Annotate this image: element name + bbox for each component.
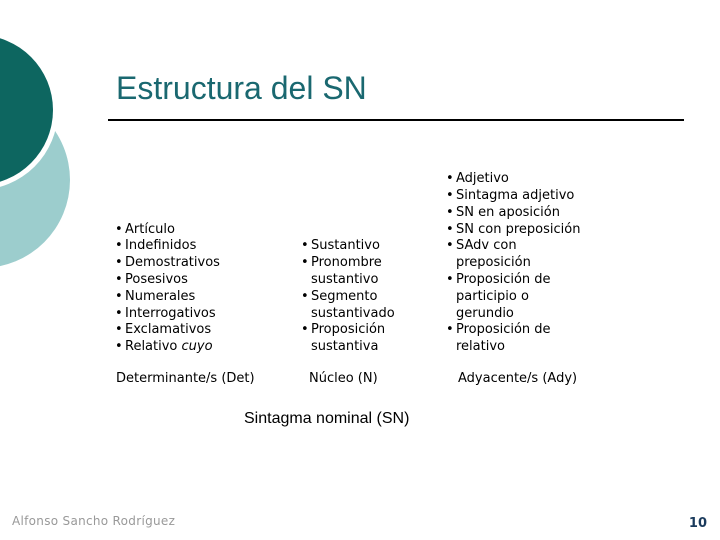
list-item: • Indefinidos bbox=[115, 238, 220, 255]
decorative-circles bbox=[0, 0, 120, 300]
list-item: • SN con preposición bbox=[446, 222, 580, 239]
list-item: • Artículo bbox=[115, 222, 220, 239]
title-divider bbox=[108, 119, 684, 121]
nucleo-label: Núcleo (N) bbox=[309, 371, 378, 386]
list-item: • Sustantivo bbox=[301, 238, 411, 255]
list-item: • SAdv con preposición bbox=[446, 238, 556, 272]
list-item: • SN en aposición bbox=[446, 205, 580, 222]
list-item-text: Relativo bbox=[125, 339, 182, 355]
sintagma-nominal-caption: Sintagma nominal (SN) bbox=[244, 410, 410, 427]
determinantes-list bbox=[115, 222, 220, 356]
list-item: • Proposición de participio o gerundio bbox=[446, 272, 578, 322]
adyacentes-list bbox=[446, 171, 580, 356]
list-item: • Segmento sustantivado bbox=[301, 289, 411, 323]
determinante-label: Determinante/s (Det) bbox=[116, 371, 255, 386]
list-item: • Sintagma adjetivo bbox=[446, 188, 580, 205]
nucleo-list bbox=[301, 238, 411, 356]
list-item: • Proposición sustantiva bbox=[301, 322, 411, 356]
list-item: • Numerales bbox=[115, 289, 220, 306]
list-item: • Posesivos bbox=[115, 272, 220, 289]
list-item: • Pronombre sustantivo bbox=[301, 255, 411, 289]
list-item: • Proposición de relativo bbox=[446, 322, 578, 356]
list-item-italic: cuyo bbox=[181, 339, 213, 355]
page-number: 10 bbox=[688, 516, 707, 531]
slide-title: Estructura del SN bbox=[116, 70, 367, 106]
list-item bbox=[115, 339, 220, 356]
author-footer: Alfonso Sancho Rodríguez bbox=[12, 514, 176, 528]
adyacente-label: Adyacente/s (Ady) bbox=[458, 371, 578, 386]
list-item: • Adjetivo bbox=[446, 171, 580, 188]
list-item: • Demostrativos bbox=[115, 255, 220, 272]
list-item: • Exclamativos bbox=[115, 322, 220, 339]
list-item: • Interrogativos bbox=[115, 306, 220, 323]
